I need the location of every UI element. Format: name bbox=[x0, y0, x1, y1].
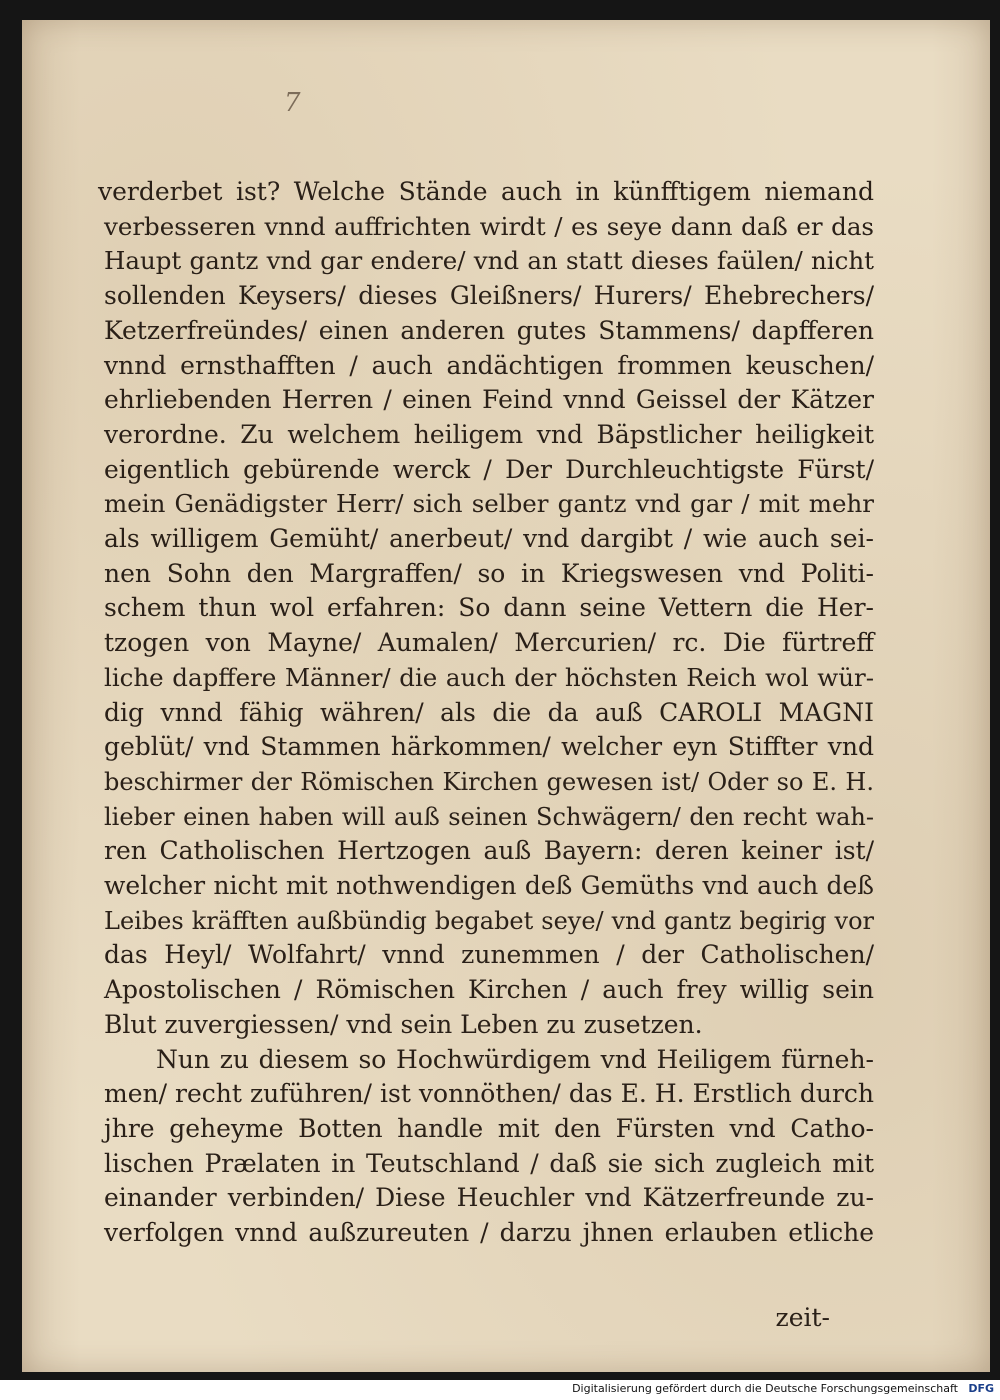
text-line: ren Catholischen Hertzogen auß Bayern: deren keiner ist/ bbox=[104, 836, 874, 866]
text-line: nen Sohn den Margraffen/ so in Kriegswesen vnd Politi- bbox=[104, 558, 874, 588]
catchword: zeit- bbox=[775, 1303, 830, 1332]
text-line: liche dapffere Männer/ die auch der höchsten Reich wol wür- bbox=[104, 662, 874, 692]
page-number: 7 bbox=[284, 88, 301, 118]
text-line: verbesseren vnnd auffrichten wirdt / es seye dann daß er das bbox=[104, 211, 874, 241]
text-line: sollenden Keysers/ dieses Gleißners/ Hurers/ Ehebrechers/ bbox=[104, 281, 874, 311]
text-line: eigentlich gebürende werck / Der Durchleuchtigste Fürst/ bbox=[104, 454, 874, 484]
body-text bbox=[98, 175, 874, 1251]
text-line: beschirmer der Römischen Kirchen gewesen ist/ Oder so E. H. bbox=[104, 767, 874, 796]
text-line: tzogen von Mayne/ Aumalen/ Mercurien/ rc. Die fürtreff bbox=[104, 628, 874, 658]
text-line: jhre geheyme Botten handle mit den Fürsten vnd Catho- bbox=[104, 1113, 874, 1143]
text-line: verfolgen vnnd außzureuten / darzu jhnen erlauben etliche bbox=[104, 1218, 874, 1248]
text-line: verderbet ist? Welche Stände auch in künfftigem niemand bbox=[98, 177, 874, 206]
dfg-logo: DFG bbox=[968, 1382, 994, 1395]
text-line: verordne. Zu welchem heiligem vnd Bäpstlicher heiligkeit bbox=[104, 419, 874, 449]
book-page bbox=[22, 20, 990, 1372]
text-line: welcher nicht mit nothwendigen deß Gemüths vnd auch deß bbox=[104, 871, 874, 901]
text-line: einander verbinden/ Diese Heuchler vnd Kätzerfreunde zu- bbox=[104, 1183, 874, 1213]
text-line: schem thun wol erfahren: So dann seine Vettern die Her- bbox=[104, 593, 874, 623]
text-line: ehrliebenden Herren / einen Feind vnnd Geissel der Kätzer bbox=[104, 385, 874, 415]
text-line: Leibes kräfften außbündig begabet seye/ vnd gantz begirig vor bbox=[104, 906, 874, 935]
text-line: Haupt gantz vnd gar endere/ vnd an statt dieses faülen/ nicht bbox=[104, 246, 874, 276]
text-line: geblüt/ vnd Stammen härkommen/ welcher eyn Stiffter vnd bbox=[104, 732, 874, 762]
text-line: Ketzerfreündes/ einen anderen gutes Stammens/ dapfferen bbox=[104, 315, 874, 345]
text-line: dig vnnd fähig währen/ als die da auß CAROLI MAGNI bbox=[104, 697, 874, 727]
text-line: lischen Prælaten in Teutschland / daß sie sich zugleich mit bbox=[104, 1148, 874, 1178]
text-line: mein Genädigster Herr/ sich selber gantz vnd gar / mit mehr bbox=[104, 489, 874, 519]
funding-credit: Digitalisierung gefördert durch die Deutsche Forschungsgemeinschaft bbox=[572, 1382, 958, 1395]
text-line: Apostolischen / Römischen Kirchen / auch frey willig sein bbox=[104, 975, 874, 1005]
text-line: vnnd ernsthafften / auch andächtigen frommen keuschen/ bbox=[104, 350, 874, 380]
text-line: men/ recht zuführen/ ist vonnöthen/ das E. H. Erstlich durch bbox=[104, 1079, 874, 1109]
text-line: lieber einen haben will auß seinen Schwägern/ den recht wah- bbox=[104, 802, 874, 831]
text-line: als willigem Gemüht/ anerbeut/ vnd dargibt / wie auch sei- bbox=[104, 524, 874, 554]
paragraph-start-line: Nun zu diesem so Hochwürdigem vnd Heiligem fürneh- bbox=[156, 1044, 874, 1074]
text-line: das Heyl/ Wolfahrt/ vnnd zunemmen / der Catholischen/ bbox=[104, 940, 874, 970]
footer-bar bbox=[0, 1380, 1000, 1400]
text-line: Blut zuvergiessen/ vnd sein Leben zu zusetzen. bbox=[104, 1009, 703, 1039]
